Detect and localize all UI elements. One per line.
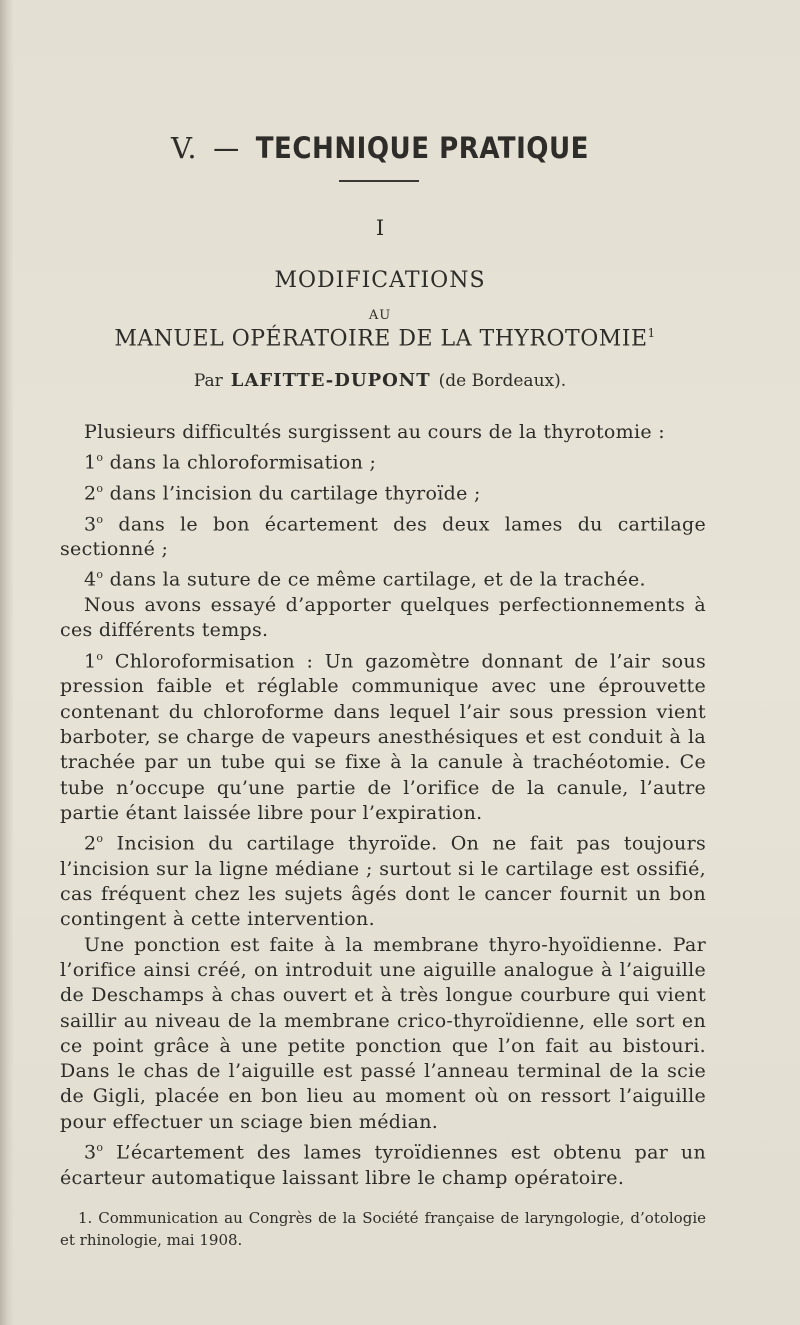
section-numeral: I	[375, 216, 385, 240]
paragraph	[60, 445, 706, 476]
author-name: LAFITTE-DUPONT	[230, 370, 431, 391]
paragraph-text: Une ponction est faite à la membrane thyro-hyoïdienne. Par l’orifice ainsi créé, on introduit une aiguille analogue à l’aiguille de Deschamps à chas ouvert et à très longue courbure qui vient saillir au niveau de la membrane crico-thyroïdienne, elle sort en ce point grâce à une petite ponction que l’on fait au bistouri. Dans le chas de l’aiguille est passé l’anneau terminal de la scie de Gigli, placée en bon lieu au moment où on ressort l’aiguille pour effectuer un sciage bien médian.	[60, 933, 706, 1133]
article-title-line3	[0, 326, 770, 351]
paragraph-number: 2	[84, 832, 97, 855]
paragraph-text: dans l’incision du cartilage thyroïde ;	[103, 482, 481, 505]
chapter-title: TECHNIQUE PRATIQUE	[255, 131, 589, 165]
chapter-heading	[0, 131, 760, 165]
chapter-dash: —	[213, 131, 240, 165]
paragraph-text: Incision du cartilage thyroïde. On ne fait pas toujours l’incision sur la ligne médiane ; surtout si le cartilage est ossifié, cas fréquent chez les sujets âgés dont le cancer fournit un bon contingent à cette intervention.	[60, 832, 706, 931]
ordinal-mark: o	[96, 568, 104, 582]
ordinal-mark: o	[96, 1140, 104, 1154]
heading-rule	[339, 180, 419, 182]
paragraph-number: 3	[84, 512, 97, 535]
paragraph	[60, 826, 706, 933]
author-affiliation: (de Bordeaux).	[438, 371, 567, 391]
paragraph-text: Plusieurs difficultés surgissent au cours de la thyrotomie :	[84, 421, 665, 443]
paragraph-number: 4	[84, 568, 97, 591]
ordinal-mark: o	[96, 832, 104, 846]
footnote-reference: 1	[647, 326, 656, 340]
footnote	[60, 1207, 706, 1251]
ordinal-mark: o	[96, 481, 104, 495]
paragraph-text: dans la chloroformisation ;	[103, 451, 377, 474]
paragraph	[60, 644, 706, 826]
ordinal-mark: o	[96, 451, 104, 465]
paragraph-text: Nous avons essayé d’apporter quelques perfectionnements à ces différents temps.	[60, 594, 706, 642]
footnote-text: Communication au Congrès de la Société française de laryngologie, d’otologie et rhinologie, mai 1908.	[60, 1209, 706, 1249]
ordinal-mark: o	[96, 649, 104, 663]
paragraph	[60, 420, 706, 445]
paragraph-text: dans la suture de ce même cartilage, et de la trachée.	[103, 568, 646, 591]
paragraph-number: 1	[84, 451, 97, 474]
paragraph-number: 1	[84, 650, 97, 673]
paragraph	[60, 593, 706, 644]
byline	[0, 370, 760, 391]
article-title-line1: MODIFICATIONS	[274, 268, 486, 293]
article-title-text: MANUEL OPÉRATOIRE DE LA THYROTOMIE	[114, 326, 648, 352]
page-gutter-shadow	[0, 0, 14, 1325]
paragraph-text: dans le bon écartement des deux lames du cartilage sectionné ;	[60, 512, 706, 561]
paragraph	[60, 507, 706, 563]
paragraph	[60, 933, 706, 1135]
ordinal-mark: o	[96, 512, 104, 526]
footnote-number: 1.	[78, 1209, 93, 1227]
footnote-paragraph	[60, 1207, 706, 1251]
paragraph-number: 3	[84, 1141, 97, 1164]
paragraph	[60, 476, 706, 507]
paragraph-text: Chloroformisation : Un gazomètre donnant de l’air sous pression faible et réglable communique avec une éprouvette contenant du chloroforme dans lequel l’air sous pression vient barboter, se charge de vapeurs anesthésiques et est conduit à la trachée par un tube qui se fixe à la canule à trachéotomie. Ce tube n’occupe qu’une partie de l’orifice de la canule, l’autre partie étant laissée libre pour l’expiration.	[60, 650, 706, 824]
paragraph-number: 2	[84, 482, 97, 505]
article-title-line2: AU	[368, 308, 392, 323]
byline-prefix: Par	[193, 371, 223, 391]
body-text	[60, 420, 706, 1191]
paragraph-text: L’écartement des lames tyroïdiennes est obtenu par un écarteur automatique laissant libre le champ opératoire.	[60, 1141, 706, 1189]
paragraph	[60, 1135, 706, 1191]
chapter-number: V.	[171, 131, 198, 165]
paragraph	[60, 562, 706, 593]
